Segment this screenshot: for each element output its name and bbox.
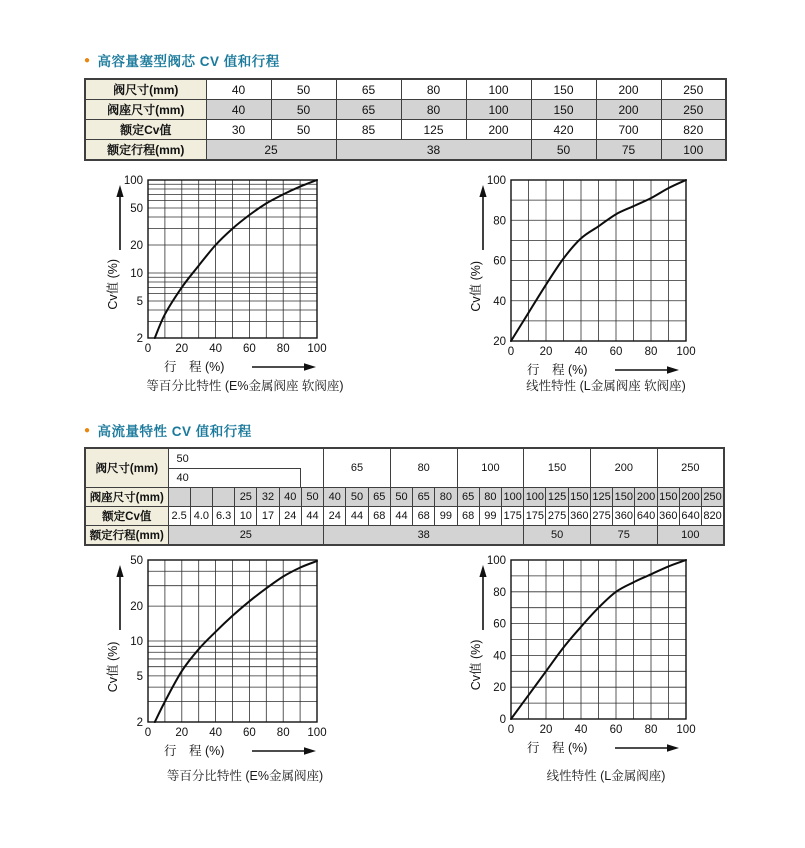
- seat-size-cell: 150: [568, 488, 590, 507]
- seat-size-cell: 80: [479, 488, 501, 507]
- x-tick-label: 20: [175, 727, 189, 739]
- valve-size-group-cell: 65: [324, 448, 391, 488]
- y-axis-arrowhead-icon: [479, 565, 486, 577]
- rated-cv-cell: 99: [435, 507, 457, 526]
- rated-travel-cell: 75: [590, 526, 657, 546]
- chart-equal-percentage-full: [100, 172, 333, 380]
- seat-size-cell: 100: [524, 488, 546, 507]
- x-axis-label: 行 程 (%): [164, 744, 225, 758]
- y-tick-label: 80: [493, 586, 506, 599]
- x-tick-label: 80: [644, 346, 658, 358]
- table-row: [85, 140, 726, 161]
- y-tick-label: 40: [493, 650, 506, 663]
- rated-cv-cell: 175: [502, 507, 524, 526]
- row-header: 额定Cv值: [85, 120, 206, 140]
- y-tick-label: 20: [493, 682, 506, 695]
- seat-size-cell: 80: [435, 488, 457, 507]
- seat-size-cell: 65: [336, 100, 401, 120]
- chart-linear-full: [463, 172, 702, 383]
- valve-size-cell: 50: [271, 79, 336, 100]
- cv-table-plug: [84, 78, 727, 161]
- rated-cv-cell: 360: [613, 507, 635, 526]
- row-header: 阀尺寸(mm): [85, 79, 206, 100]
- cv-curve: [155, 561, 317, 722]
- valve-size-cell: 250: [661, 79, 726, 100]
- bullet-icon: ●: [84, 425, 91, 436]
- seat-size-cell: 125: [546, 488, 568, 507]
- valve-size-cell: 200: [596, 79, 661, 100]
- y-tick-label: 100: [486, 175, 506, 187]
- valve-size-cell: 40: [206, 79, 271, 100]
- seat-size-cell: 200: [635, 488, 657, 507]
- y-tick-label: 10: [130, 636, 143, 648]
- rated-cv-cell: 17: [257, 507, 279, 526]
- seat-size-cell: 65: [368, 488, 390, 507]
- y-axis-label: Cv值 (%): [106, 258, 120, 310]
- chart-equal-percentage-highflow: [100, 552, 333, 764]
- seat-size-cell: [168, 488, 190, 507]
- x-tick-label: 40: [574, 724, 588, 736]
- x-axis-label: 行 程 (%): [527, 363, 588, 377]
- y-tick-label: 40: [493, 295, 506, 308]
- rated-cv-cell: 175: [524, 507, 546, 526]
- y-tick-label: 100: [486, 555, 506, 567]
- rated-cv-cell: 4.0: [190, 507, 212, 526]
- section-title-text: 高流量特性 CV 值和行程: [97, 424, 252, 439]
- seat-size-cell: 50: [390, 488, 412, 507]
- y-axis-arrowhead-icon: [479, 185, 486, 197]
- row-header: 阀尺寸(mm): [85, 448, 168, 488]
- rated-cv-cell: 24: [324, 507, 346, 526]
- rated-cv-cell: 44: [390, 507, 412, 526]
- cv-chart-svg: [463, 552, 702, 761]
- x-axis-arrowhead-icon: [667, 366, 679, 374]
- y-axis-arrowhead-icon: [116, 185, 123, 197]
- rated-travel-cell: 38: [336, 140, 531, 161]
- cv-curve: [155, 180, 317, 338]
- valve-size-group-cell: 100: [457, 448, 524, 488]
- seat-size-cell: 150: [657, 488, 679, 507]
- section-title-text: 高容量塞型阀芯 CV 值和行程: [97, 54, 280, 69]
- cv-table-highflow: [84, 447, 725, 546]
- valve-size-cell: 150: [531, 79, 596, 100]
- rated-travel-cell: 100: [657, 526, 724, 546]
- y-tick-label: 80: [493, 215, 506, 228]
- table-row: [85, 100, 726, 120]
- y-tick-label: 50: [130, 555, 143, 567]
- section-title-plug-cv: [84, 50, 280, 70]
- rated-travel-cell: 50: [531, 140, 596, 161]
- valve-size-group-cell: 200: [590, 448, 657, 488]
- seat-size-cell: 100: [502, 488, 524, 507]
- x-tick-label: 40: [209, 727, 222, 739]
- row-header: 额定行程(mm): [85, 140, 206, 161]
- rated-cv-cell: 640: [679, 507, 701, 526]
- x-tick-label: 100: [307, 343, 327, 355]
- chart-caption: 等百分比特性 (E%金属阀座): [166, 769, 324, 783]
- seat-size-cell: 150: [531, 100, 596, 120]
- seat-size-cell: 200: [679, 488, 701, 507]
- rated-cv-cell: 360: [568, 507, 590, 526]
- y-tick-label: 5: [136, 295, 143, 308]
- row-header: 阀座尺寸(mm): [85, 488, 168, 507]
- rated-cv-cell: 2.5: [168, 507, 190, 526]
- valve-size-50: 50: [176, 452, 189, 465]
- rated-cv-cell: 6.3: [212, 507, 234, 526]
- rated-cv-cell: 820: [702, 507, 724, 526]
- rated-cv-cell: 420: [531, 120, 596, 140]
- y-tick-label: 5: [136, 670, 143, 683]
- table-row: [85, 526, 724, 546]
- y-tick-label: 60: [493, 618, 506, 631]
- seat-size-cell: 40: [279, 488, 301, 507]
- rated-cv-cell: 10: [235, 507, 257, 526]
- y-tick-label: 20: [493, 336, 506, 348]
- seat-size-cell: 80: [401, 100, 466, 120]
- rated-cv-cell: 44: [301, 507, 323, 526]
- rated-cv-cell: 200: [466, 120, 531, 140]
- seat-size-cell: 65: [413, 488, 435, 507]
- x-tick-label: 0: [144, 343, 152, 355]
- y-axis-label: Cv值 (%): [106, 641, 120, 693]
- cv-chart-svg: [463, 172, 702, 383]
- y-tick-label: 50: [130, 202, 143, 215]
- table-row: [85, 448, 724, 488]
- seat-size-cell: 40: [206, 100, 271, 120]
- table-row: [85, 79, 726, 100]
- x-tick-label: 20: [539, 724, 553, 736]
- seat-size-cell: [212, 488, 234, 507]
- rated-cv-cell: 820: [661, 120, 726, 140]
- table-row: [85, 507, 724, 526]
- y-tick-label: 10: [130, 267, 143, 280]
- rated-cv-cell: 640: [635, 507, 657, 526]
- y-axis-arrowhead-icon: [116, 565, 123, 577]
- seat-size-cell: 32: [257, 488, 279, 507]
- rated-travel-cell: 75: [596, 140, 661, 161]
- y-tick-label: 60: [493, 255, 506, 268]
- seat-size-cell: 50: [346, 488, 368, 507]
- valve-size-cell: 65: [336, 79, 401, 100]
- x-tick-label: 60: [243, 727, 256, 739]
- x-tick-label: 100: [676, 724, 696, 736]
- x-tick-label: 40: [574, 346, 588, 358]
- section-title-highflow-cv: [84, 420, 252, 440]
- seat-size-cell: 200: [596, 100, 661, 120]
- rated-travel-cell: 25: [168, 526, 324, 546]
- rated-cv-cell: 44: [346, 507, 368, 526]
- valve-size-group-cell: 150: [524, 448, 591, 488]
- table-row: [85, 120, 726, 140]
- rated-cv-cell: 99: [479, 507, 501, 526]
- seat-size-cell: 250: [661, 100, 726, 120]
- row-header: 额定Cv值: [85, 507, 168, 526]
- y-axis-label: Cv值 (%): [469, 260, 483, 312]
- row-header: 阀座尺寸(mm): [85, 100, 206, 120]
- table-row: [85, 488, 724, 507]
- rated-cv-cell: 275: [590, 507, 612, 526]
- seat-size-cell: 150: [613, 488, 635, 507]
- x-tick-label: 60: [609, 346, 623, 358]
- rated-cv-cell: 50: [271, 120, 336, 140]
- x-axis-label: 行 程 (%): [527, 741, 588, 755]
- chart-linear-highflow: [463, 552, 702, 761]
- x-axis-arrowhead-icon: [304, 363, 316, 371]
- rated-cv-cell: 275: [546, 507, 568, 526]
- x-tick-label: 80: [276, 343, 290, 355]
- x-tick-label: 80: [276, 727, 290, 739]
- x-tick-label: 60: [243, 343, 256, 355]
- x-tick-label: 80: [644, 724, 658, 736]
- y-tick-label: 100: [123, 175, 143, 187]
- x-tick-label: 0: [507, 346, 515, 358]
- rated-travel-cell: 38: [324, 526, 524, 546]
- valve-size-cell: 100: [466, 79, 531, 100]
- cv-chart-svg: [100, 172, 333, 380]
- seat-size-cell: 25: [235, 488, 257, 507]
- bullet-icon: ●: [84, 55, 91, 66]
- seat-size-cell: [190, 488, 212, 507]
- rated-cv-cell: 125: [401, 120, 466, 140]
- y-tick-label: 20: [130, 240, 143, 253]
- rated-cv-cell: 68: [368, 507, 390, 526]
- valve-size-cell: 80: [401, 79, 466, 100]
- rated-cv-cell: 24: [279, 507, 301, 526]
- x-tick-label: 0: [144, 727, 152, 739]
- x-axis-arrowhead-icon: [304, 747, 316, 755]
- x-tick-label: 20: [539, 346, 553, 358]
- chart-caption: 线性特性 (L金属阀座): [546, 769, 666, 783]
- x-axis-label: 行 程 (%): [164, 360, 225, 374]
- y-tick-label: 20: [130, 601, 143, 614]
- rated-travel-cell: 25: [206, 140, 336, 161]
- seat-size-cell: 250: [702, 488, 724, 507]
- rated-travel-cell: 100: [661, 140, 726, 161]
- rated-cv-cell: 360: [657, 507, 679, 526]
- chart-caption: 等百分比特性 (E%金属阀座 软阀座): [146, 379, 344, 393]
- seat-size-cell: 125: [590, 488, 612, 507]
- valve-size-group-cell: 80: [390, 448, 457, 488]
- rated-cv-cell: 30: [206, 120, 271, 140]
- x-tick-label: 100: [676, 346, 696, 358]
- rated-travel-cell: 50: [524, 526, 591, 546]
- seat-size-cell: 50: [301, 488, 323, 507]
- rated-cv-cell: 68: [413, 507, 435, 526]
- chart-caption: 线性特性 (L金属阀座 软阀座): [526, 379, 686, 393]
- y-tick-label: 2: [136, 717, 143, 729]
- seat-size-cell: 50: [271, 100, 336, 120]
- x-tick-label: 20: [175, 343, 189, 355]
- seat-size-cell: 100: [466, 100, 531, 120]
- rated-cv-cell: 68: [457, 507, 479, 526]
- x-axis-arrowhead-icon: [667, 744, 679, 752]
- x-tick-label: 60: [609, 724, 623, 736]
- seat-size-cell: 65: [457, 488, 479, 507]
- y-tick-label: 2: [136, 333, 143, 345]
- x-tick-label: 40: [209, 343, 222, 355]
- seat-size-cell: 40: [324, 488, 346, 507]
- valve-size-nested-cell: [168, 448, 324, 488]
- x-tick-label: 0: [507, 724, 515, 736]
- valve-size-group-cell: 250: [657, 448, 724, 488]
- x-tick-label: 100: [307, 727, 327, 739]
- y-tick-label: 0: [499, 714, 506, 726]
- rated-cv-cell: 700: [596, 120, 661, 140]
- y-axis-label: Cv值 (%): [469, 639, 483, 691]
- valve-size-40: 40: [169, 468, 302, 487]
- cv-chart-svg: [100, 552, 333, 764]
- row-header: 额定行程(mm): [85, 526, 168, 546]
- rated-cv-cell: 85: [336, 120, 401, 140]
